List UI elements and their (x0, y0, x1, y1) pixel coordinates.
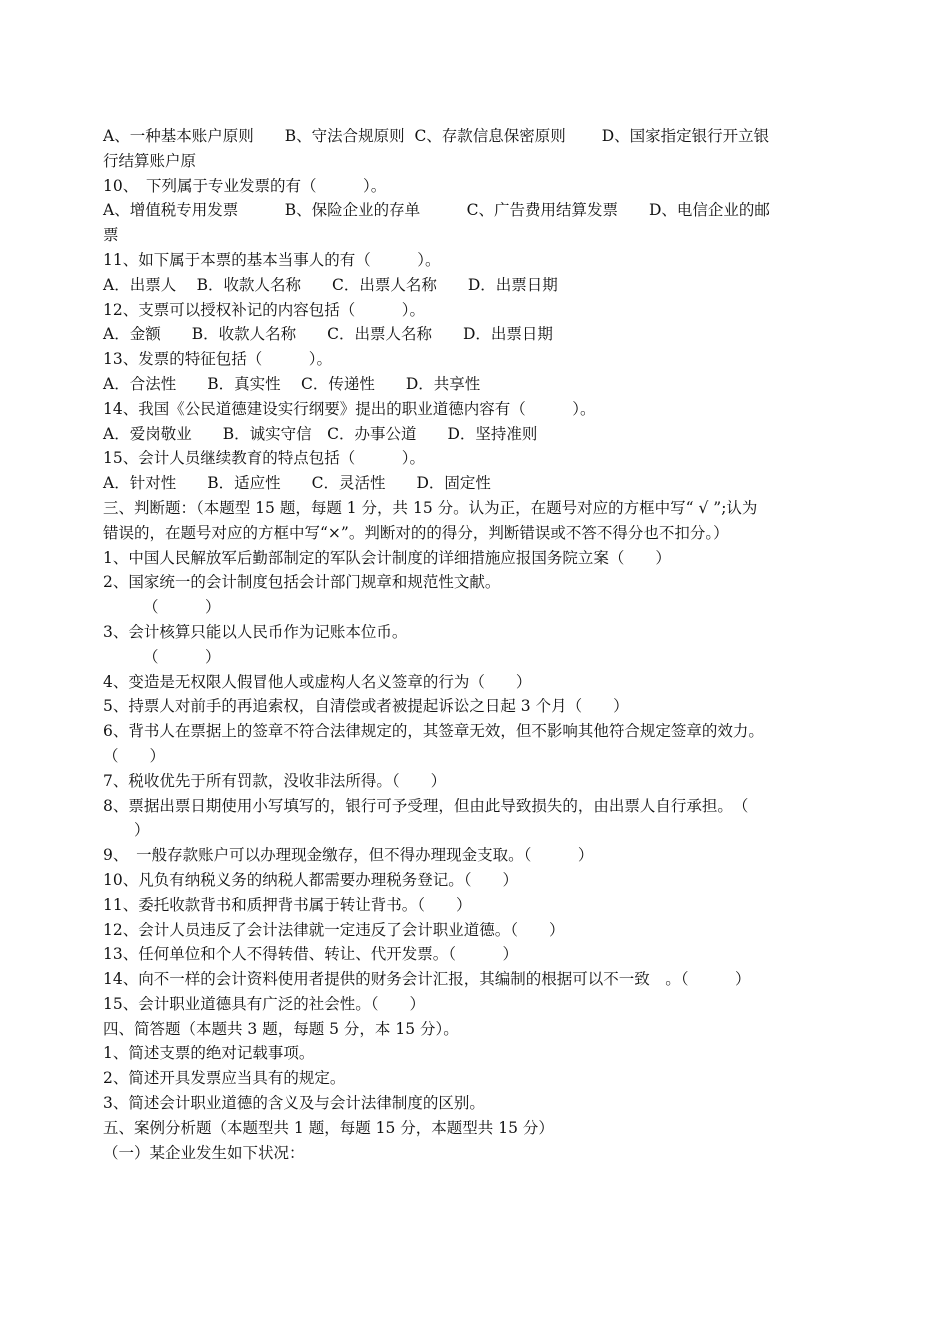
answer-blank: （ ） (103, 746, 166, 765)
short-answer-2: 2、简述开具发票应当具有的规定。 (103, 1069, 346, 1088)
question-14: 14、我国《公民道德建设实行纲要》提出的职业道德内容有（ ）。 (103, 399, 596, 418)
judge-2: 2、国家统一的会计制度包括会计部门规章和规范性文献。 (103, 573, 501, 592)
options-11: A．出票人 B．收款人名称 C．出票人名称 D．出票日期 (103, 275, 558, 294)
judge-7: 7、税收优先于所有罚款，没收非法所得。（ ） (103, 771, 447, 790)
section-4-heading: 四、简答题（本题共 3 题，每题 5 分，本 15 分）。 (103, 1019, 459, 1038)
answer-blank: （ ） (143, 598, 221, 617)
section-3-heading: 三、判断题：（本题型 15 题，每题 1 分，共 15 分。认为正，在题号对应的方框中写“ √ ”;认为 (103, 498, 758, 517)
judge-12: 12、会计人员违反了会计法律就一定违反了会计职业道德。（ ） (103, 920, 565, 939)
document-page (103, 124, 815, 1165)
question-11: 11、如下属于本票的基本当事人的有（ ）。 (103, 250, 441, 269)
judge-15: 15、会计职业道德具有广泛的社会性。（ ） (103, 994, 425, 1013)
judge-1: 1、中国人民解放军后勤部制定的军队会计制度的详细措施应报国务院立案（ ） (103, 548, 671, 567)
case-intro: （一）某企业发生如下状况： (103, 1143, 305, 1162)
section-5-heading: 五、案例分析题（本题型共 1 题，每题 15 分，本题型共 15 分） (103, 1118, 554, 1137)
text-line: A、增值税专用发票 B、保险企业的存单 C、广告费用结算发票 D、电信企业的邮 (103, 201, 770, 220)
question-13: 13、发票的特征包括（ ）。 (103, 350, 332, 369)
judge-6: 6、背书人在票据上的签章不符合法律规定的，其签章无效，但不影响其他符合规定签章的效力。 (103, 722, 764, 741)
options-15: A．针对性 B．适应性 C．灵活性 D．固定性 (103, 474, 491, 493)
section-3-heading-cont: 错误的，在题号对应的方框中写“×”。判断对的的得分，判断错误或不答不得分也不扣分。） (103, 523, 729, 542)
judge-8: 8、票据出票日期使用小写填写的，银行可予受理，但由此导致损失的，由出票人自行承担。 （ (103, 796, 749, 815)
answer-blank: ） (103, 821, 150, 840)
question-10: 10、 下列属于专业发票的有（ ）。 (103, 176, 387, 195)
question-15: 15、会计人员继续教育的特点包括（ ）。 (103, 449, 425, 468)
judge-11: 11、委托收款背书和质押背书属于转让背书。（ ） (103, 895, 472, 914)
short-answer-1: 1、简述支票的绝对记载事项。 (103, 1044, 315, 1063)
judge-13: 13、任何单位和个人不得转借、转让、代开发票。（ ） (103, 945, 518, 964)
judge-3: 3、会计核算只能以人民币作为记账本位币。 (103, 622, 408, 641)
judge-9: 9、 一般存款账户可以办理现金缴存，但不得办理现金支取。（ ） (103, 846, 594, 865)
judge-14: 14、向不一样的会计资料使用者提供的财务会计汇报，其编制的根据可以不一致 。（ ） (103, 970, 751, 989)
options-12: A．金额 B．收款人名称 C．出票人名称 D．出票日期 (103, 325, 553, 344)
options-14: A．爱岗敬业 B．诚实守信 C．办事公道 D．坚持准则 (103, 424, 538, 443)
question-12: 12、支票可以授权补记的内容包括（ ）。 (103, 300, 425, 319)
judge-5: 5、持票人对前手的再追索权，自清偿或者被提起诉讼之日起 3 个月（ ） (103, 697, 629, 716)
options-13: A．合法性 B．真实性 C．传递性 D．共享性 (103, 374, 481, 393)
answer-blank: （ ） (143, 647, 221, 666)
text-line: A、一种基本账户原则 B、守法合规原则 C、存款信息保密原则 D、国家指定银行开立银 (103, 127, 770, 145)
judge-4: 4、变造是无权限人假冒他人或虚构人名义签章的行为（ ） (103, 672, 532, 691)
judge-10: 10、凡负有纳税义务的纳税人都需要办理税务登记。（ ） (103, 870, 518, 889)
text-line: 票 (103, 226, 119, 245)
text-line: 行结算账户原 (103, 151, 197, 170)
short-answer-3: 3、简述会计职业道德的含义及与会计法律制度的区别。 (103, 1094, 485, 1113)
